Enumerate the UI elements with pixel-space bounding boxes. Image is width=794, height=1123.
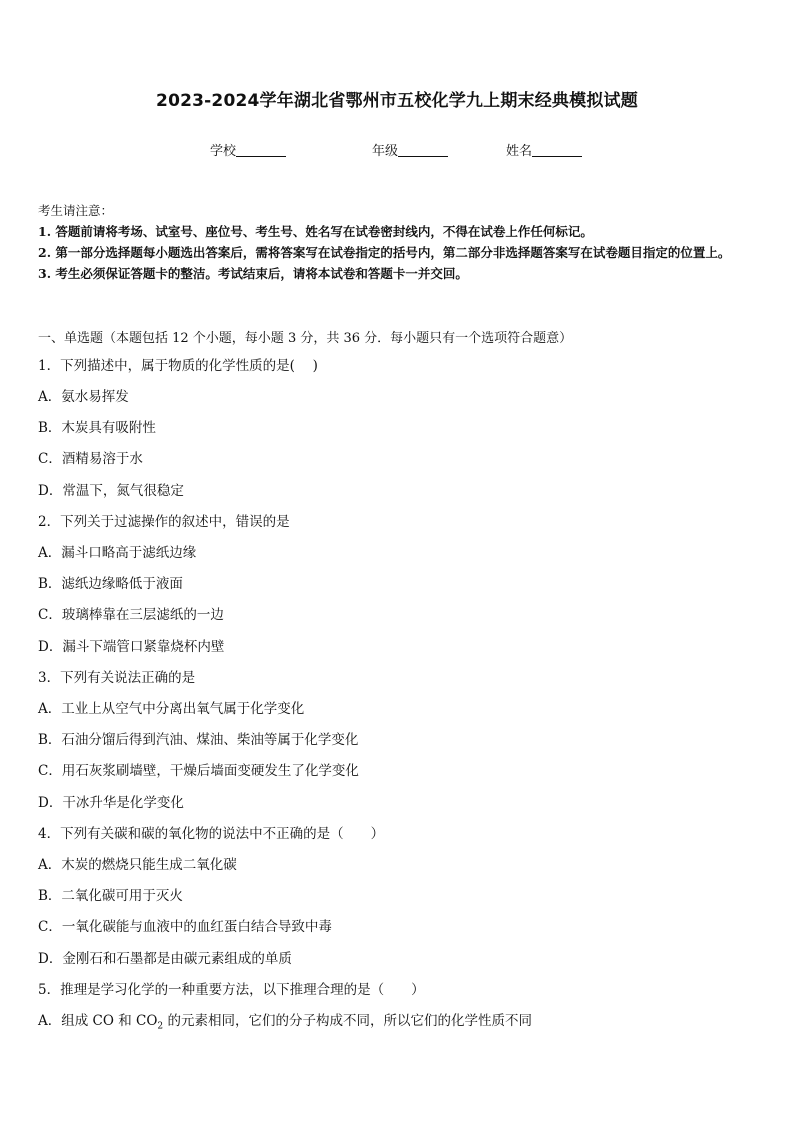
notice-block — [38, 200, 763, 284]
question-option: A．漏斗口略高于滤纸边缘 — [38, 545, 197, 561]
question-stem: 1．下列描述中，属于物质的化学性质的是( ) — [38, 358, 318, 374]
school-blank — [236, 143, 286, 157]
option-text-prefix: A．组成 CO 和 CO — [38, 1013, 158, 1029]
question-option: B．滤纸边缘略低于液面 — [38, 576, 183, 592]
question-stem: 2．下列关于过滤操作的叙述中，错误的是 — [38, 514, 290, 530]
school-label: 学校 — [210, 144, 237, 159]
question-option: C．酒精易溶于水 — [38, 451, 143, 467]
question-option: C．一氧化碳能与血液中的血红蛋白结合导致中毒 — [38, 919, 332, 935]
question-option: D．金刚石和石墨都是由碳元素组成的单质 — [38, 951, 292, 967]
school-field — [210, 140, 286, 159]
question-option: A．木炭的燃烧只能生成二氧化碳 — [38, 857, 237, 873]
option-text-suffix: 的元素相同，它们的分子构成不同，所以它们的化学性质不同 — [163, 1013, 532, 1029]
name-field — [506, 140, 582, 159]
subscript-two: 2 — [157, 1021, 164, 1032]
question-option: D．漏斗下端管口紧靠烧杯内壁 — [38, 639, 225, 655]
notice-heading: 考生请注意： — [38, 203, 114, 218]
grade-label: 年级 — [372, 144, 399, 159]
question-option: B．木炭具有吸附性 — [38, 420, 156, 436]
question-option — [38, 1009, 763, 1032]
student-info-row — [0, 140, 794, 160]
notice-item: 2. 第一部分选择题每小题选出答案后，需将答案写在试卷指定的括号内，第二部分非选择题答案写在试卷题目指定的位置上。 — [38, 245, 731, 260]
question-stem: 3．下列有关说法正确的是 — [38, 670, 196, 686]
question-stem: 5．推理是学习化学的一种重要方法，以下推理合理的是（ ） — [38, 982, 425, 998]
question-stem: 4．下列有关碳和碳的氧化物的说法中不正确的是（ ） — [38, 826, 385, 842]
name-label: 姓名 — [506, 144, 533, 159]
question-option: A．氨水易挥发 — [38, 389, 129, 405]
question-option: D．常温下，氮气很稳定 — [38, 483, 184, 499]
exam-title: 2023-2024学年湖北省鄂州市五校化学九上期末经典模拟试题 — [156, 91, 638, 111]
grade-blank — [398, 143, 448, 157]
notice-item: 1. 答题前请将考场、试室号、座位号、考生号、姓名写在试卷密封线内，不得在试卷上作任何标记。 — [38, 224, 593, 239]
question-option: C．用石灰浆刷墙壁，干燥后墙面变硬发生了化学变化 — [38, 763, 359, 779]
question-option: B．二氧化碳可用于灭火 — [38, 888, 183, 904]
notice-item: 3. 考生必须保证答题卡的整洁。考试结束后，请将本试卷和答题卡一并交回。 — [38, 266, 468, 281]
section-heading: 一、单选题（本题包括 12 个小题，每小题 3 分，共 36 分．每小题只有一个选项符合题意） — [38, 331, 573, 346]
question-option: D．干冰升华是化学变化 — [38, 795, 184, 811]
grade-field — [372, 140, 448, 159]
question-option: A．工业上从空气中分离出氧气属于化学变化 — [38, 701, 305, 717]
question-option: C．玻璃棒靠在三层滤纸的一边 — [38, 607, 224, 623]
name-blank — [532, 143, 582, 157]
question-option: B．石油分馏后得到汽油、煤油、柴油等属于化学变化 — [38, 732, 359, 748]
